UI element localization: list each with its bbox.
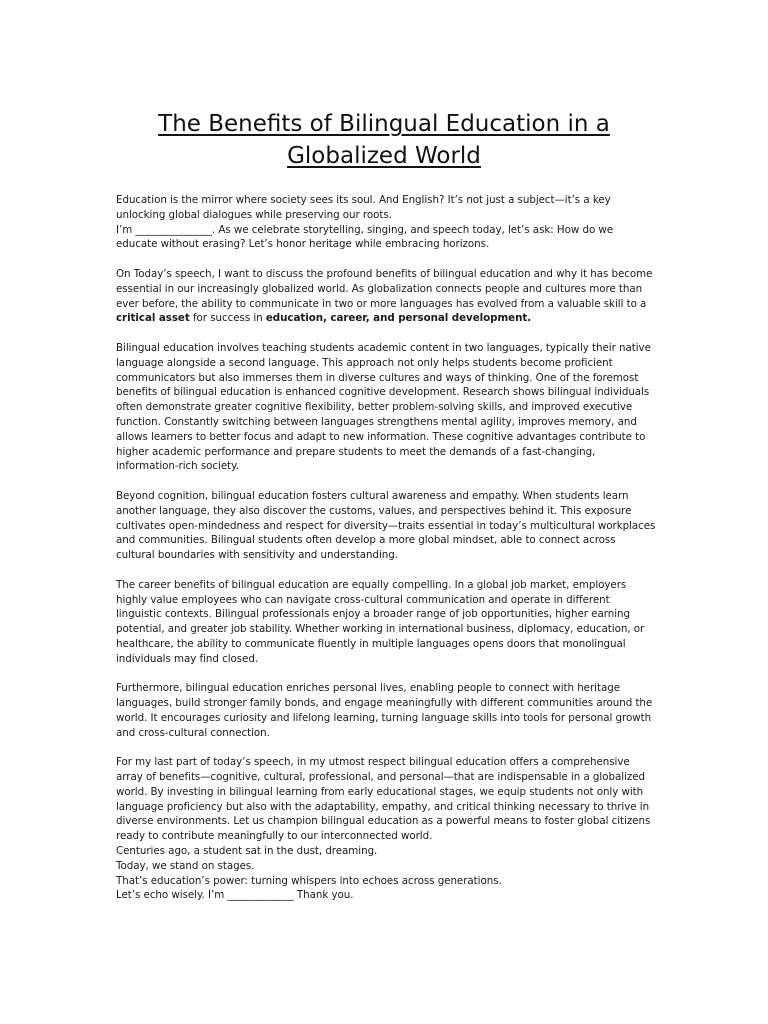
document-body [116,193,656,903]
paragraph-conclusion [116,755,656,903]
intro-line-2: I’m _______________. As we celebrate storytelling, singing, and speech today, let’s ask: How do we educate without erasing? Let’s honor heritage while embracing horizons. [116,223,614,251]
purpose-text-b: for success in [189,312,266,325]
purpose-bold-development: education, career, and personal development. [265,312,532,325]
purpose-bold-critical-asset: critical asset [116,312,190,325]
paragraph-purpose [116,267,656,326]
purpose-text-a: On Today’s speech, I want to discuss the profound benefits of bilingual education and why it has become essential in our increasingly globalized world. As globalization connects people and cultures more than ever before, the ability to communicate in two or more languages has evolved from a valuable skill to a [116,267,653,310]
paragraph-cognitive: Bilingual education involves teaching students academic content in two languages, typically their native language alongside a second language. This approach not only helps students become proficient communicators but also immerses them in diverse cultures and ways of thinking. One of the foremost benefits of bilingual education is enhanced cognitive development. Research shows bilingual individuals often demonstrate greater cognitive flexibility, better problem-solving skills, and improved executive function. Constantly switching between languages strengthens mental agility, improves memory, and allows learners to better focus and adapt to new information. These cognitive advantages contribute to higher academic performance and prepare students to meet the demands of a fast-changing, information-rich society. [116,341,651,473]
title-line-1: The Benefits of Bilingual Education in a [158,111,610,137]
paragraph-career: The career benefits of bilingual education are equally compelling. In a global job market, employers highly value employees who can navigate cross-cultural communication and operate in different linguistic contexts. Bilingual professionals enjoy a broader range of job opportunities, higher earning potential, and greater job stability. Whether working in international business, diplomacy, education, or healthcare, the ability to communicate fluently in multiple languages opens doors that monolingual individuals may find closed. [116,578,645,665]
paragraph-cultural: Beyond cognition, bilingual education fosters cultural awareness and empathy. When students learn another language, they also discover the customs, values, and perspectives behind it. This exposure cultivates open-mindedness and respect for diversity—traits essential in today’s multicultural workplaces and communities. Bilingual students often develop a more global mindset, able to connect across cultural boundaries with sensitivity and understanding. [116,489,656,562]
intro-line-1: Education is the mirror where society sees its soul. And English? It’s not just a subject—it’s a key unlocking global dialogues while preserving our roots. [116,194,611,221]
conclusion-main: For my last part of today’s speech, in my utmost respect bilingual education offers a comprehensive array of benefits—cognitive, cultural, professional, and personal—that are indispensable in a globalized world. By investing in bilingual learning from early educational stages, we equip students not only with language proficiency but also with the adaptability, empathy, and critical thinking necessary to thrive in diverse environments. Let us champion bilingual education as a powerful means to foster global citizens ready to contribute meaningfully to our interconnected world. [116,756,651,843]
paragraph-personal: Furthermore, bilingual education enriches personal lives, enabling people to connect with heritage languages, build stronger family bonds, and engage meaningfully with different communities around the world. It encourages curiosity and lifelong learning, turning language skills into tools for personal growth and cross-cultural connection. [116,682,653,739]
closing-line-3: That’s education’s power: turning whispers into echoes across generations. [116,874,502,887]
closing-line-4: Let’s echo wisely. I’m _____________ Thank you. [116,889,354,902]
title-line-2: Globalized World [287,143,481,169]
closing-line-1: Centuries ago, a student sat in the dust, dreaming. [116,845,378,858]
document-title [100,108,668,172]
paragraph-intro [116,193,656,252]
closing-line-2: Today, we stand on stages. [116,859,255,872]
